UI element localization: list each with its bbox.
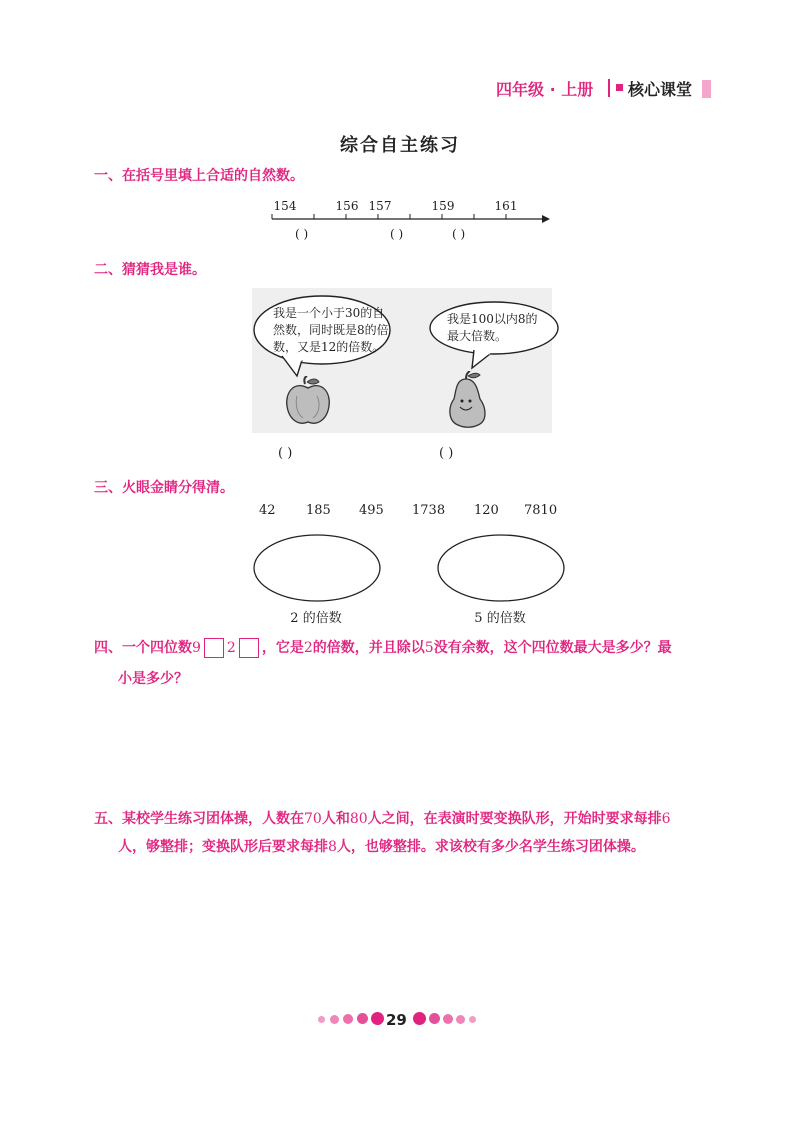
number-item: 495 [359, 503, 384, 518]
apple-bubble-text: 我是一个小于30的自 然数，同时既是8的倍 数，又是12的倍数。 [273, 306, 389, 354]
answer-blank[interactable]: ( ) [390, 227, 404, 241]
footer-dot [357, 1013, 368, 1024]
tick-label: 154 [273, 199, 297, 213]
footer-dot [469, 1016, 476, 1023]
answer-blank[interactable]: ( ) [452, 227, 466, 241]
tick-label: 161 [494, 199, 518, 213]
classification-ellipses [250, 532, 580, 606]
q3-heading: 三、火眼金睛分得清。 [94, 480, 234, 496]
number-item: 42 [259, 503, 276, 518]
digit-box[interactable] [204, 638, 224, 658]
pear-answer-blank[interactable]: ( ) [439, 446, 454, 461]
tick-label: 156 [335, 199, 359, 213]
header-square-icon [616, 84, 623, 91]
footer-dot [443, 1014, 453, 1024]
ellipse-multiples-5 [438, 535, 564, 601]
pear-bubble-text: 我是100以内8的 最大倍数。 [447, 312, 538, 343]
q1-heading: 一、在括号里填上合适的自然数。 [94, 168, 304, 184]
page-title: 综合自主练习 [340, 135, 460, 156]
footer-dot [456, 1015, 465, 1024]
answer-blank[interactable]: ( ) [295, 227, 309, 241]
header-grade: 四年级 · 上册 [496, 80, 594, 99]
q4-line2: 小是多少？ [118, 671, 188, 687]
footer-dot [318, 1016, 325, 1023]
arrow-icon [542, 215, 550, 223]
footer-dot [330, 1015, 339, 1024]
ellipse-multiples-2 [254, 535, 380, 601]
footer-dot [343, 1014, 353, 1024]
q2-heading: 二、猜猜我是谁。 [94, 262, 206, 278]
number-item: 7810 [524, 503, 558, 518]
tick-label: 159 [431, 199, 455, 213]
header-series: 核心课堂 [628, 80, 693, 99]
q5-line2: 人，够整排；变换队形后要求每排8人，也够整排。求该校有多少名学生练习团体操。 [118, 839, 645, 855]
number-item: 120 [474, 503, 499, 518]
ellipse-label-5: 5 的倍数 [474, 611, 526, 626]
footer-dot [371, 1012, 384, 1025]
q5-line1: 五、某校学生练习团体操，人数在70人和80人之间，在表演时要变换队形，开始时要求每排6 [94, 811, 671, 827]
page-number: 29 [386, 1011, 407, 1029]
apple-answer-blank[interactable]: ( ) [278, 446, 293, 461]
header-end-bar [702, 80, 711, 98]
apple-icon [283, 376, 333, 428]
number-item: 185 [306, 503, 331, 518]
q4-line1: 四、一个四位数9 2 ，它是2的倍数，并且除以5没有余数，这个四位数最大是多少？最 [94, 640, 672, 656]
footer-dot [413, 1012, 426, 1025]
number-item: 1738 [412, 503, 446, 518]
ellipse-label-2: 2 的倍数 [290, 611, 342, 626]
tick-label: 157 [368, 199, 392, 213]
pear-icon [444, 371, 490, 429]
header-divider [608, 79, 610, 97]
footer-dot [429, 1013, 440, 1024]
digit-box[interactable] [239, 638, 259, 658]
